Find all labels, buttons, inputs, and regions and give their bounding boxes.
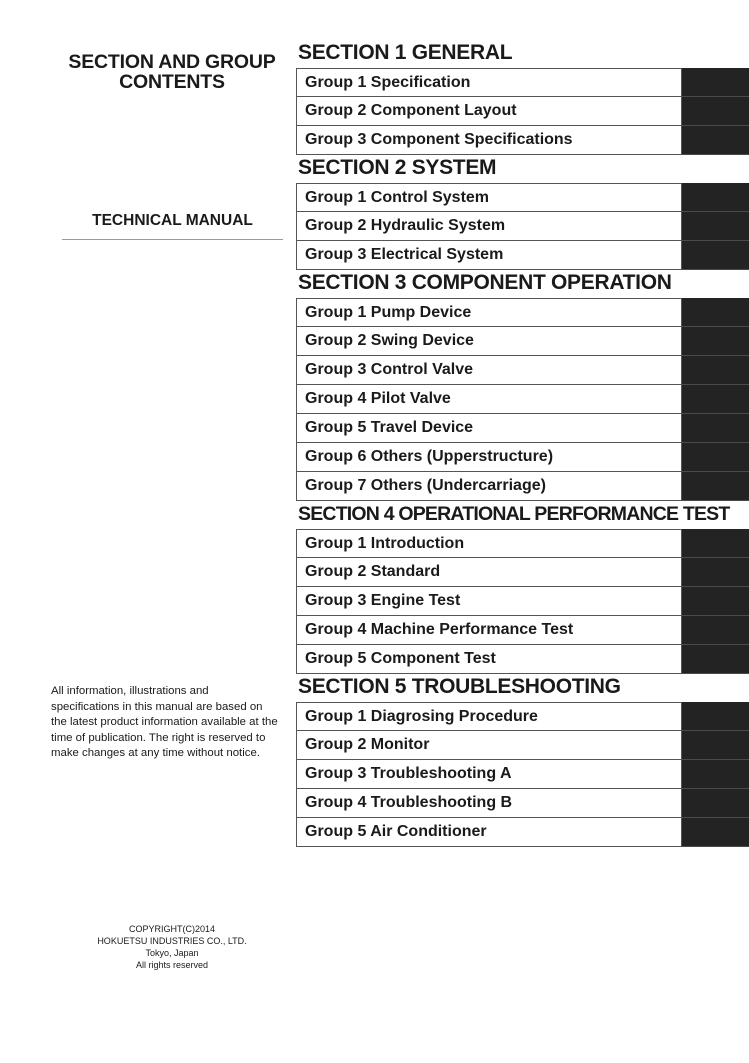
group-label: Group 1 Diagrosing Procedure [296, 702, 682, 731]
thumb-index-tab [682, 645, 749, 674]
section-block [296, 155, 749, 270]
thumb-index-tab [682, 731, 749, 760]
section-block [296, 40, 749, 155]
contents-title-line1: SECTION AND GROUP [68, 51, 276, 73]
group-label: Group 1 Pump Device [296, 298, 682, 327]
group-row [296, 298, 749, 327]
group-row [296, 212, 749, 241]
thumb-index-tab [682, 818, 749, 847]
thumb-index-tab [682, 327, 749, 356]
group-label: Group 3 Troubleshooting A [296, 760, 682, 789]
group-label: Group 4 Machine Performance Test [296, 616, 682, 645]
group-label: Group 4 Pilot Valve [296, 385, 682, 414]
group-label: Group 3 Electrical System [296, 241, 682, 270]
group-label: Group 2 Standard [296, 558, 682, 587]
section-block [296, 674, 749, 847]
group-row [296, 183, 749, 212]
copyright-block [72, 923, 272, 971]
section-group-contents [296, 40, 749, 847]
group-label: Group 5 Component Test [296, 645, 682, 674]
group-row [296, 760, 749, 789]
disclaimer-text: All information, illustrations and specifications in this manual are based on the latest product information available at the time of publication. The right is reserved to make changes at any time without notice. [51, 685, 278, 759]
thumb-index-tab [682, 385, 749, 414]
group-row [296, 529, 749, 558]
group-row [296, 645, 749, 674]
group-label: Group 4 Troubleshooting B [296, 789, 682, 818]
section-title: SECTION 4 OPERATIONAL PERFORMANCE TEST [298, 503, 730, 525]
thumb-index-tab [682, 241, 749, 270]
group-label: Group 3 Component Specifications [296, 126, 682, 155]
group-row [296, 385, 749, 414]
thumb-index-tab [682, 183, 749, 212]
group-row [296, 587, 749, 616]
group-row [296, 789, 749, 818]
section-title: SECTION 3 COMPONENT OPERATION [298, 271, 672, 294]
group-label: Group 1 Specification [296, 68, 682, 97]
group-row [296, 616, 749, 645]
group-row [296, 68, 749, 97]
group-label: Group 3 Control Valve [296, 356, 682, 385]
group-row [296, 702, 749, 731]
section-title: SECTION 5 TROUBLESHOOTING [298, 675, 621, 698]
thumb-index-tab [682, 356, 749, 385]
thumb-index-tab [682, 616, 749, 645]
contents-title [58, 52, 286, 92]
thumb-index-tab [682, 529, 749, 558]
section-block [296, 501, 749, 674]
group-row [296, 472, 749, 501]
group-label: Group 6 Others (Upperstructure) [296, 443, 682, 472]
group-row [296, 731, 749, 760]
group-label: Group 2 Hydraulic System [296, 212, 682, 241]
group-label: Group 1 Control System [296, 183, 682, 212]
thumb-index-tab [682, 702, 749, 731]
group-label: Group 2 Component Layout [296, 97, 682, 126]
thumb-index-tab [682, 126, 749, 155]
group-row [296, 327, 749, 356]
thumb-index-tab [682, 298, 749, 327]
thumb-index-tab [682, 68, 749, 97]
group-row [296, 356, 749, 385]
thumb-index-tab [682, 97, 749, 126]
section-block [296, 270, 749, 501]
section-title: SECTION 1 GENERAL [298, 41, 513, 64]
group-row [296, 126, 749, 155]
group-label: Group 2 Swing Device [296, 327, 682, 356]
group-label: Group 7 Others (Undercarriage) [296, 472, 682, 501]
group-label: Group 1 Introduction [296, 529, 682, 558]
copyright-line: COPYRIGHT(C)2014 [128, 924, 216, 934]
thumb-index-tab [682, 212, 749, 241]
contents-title-line2: CONTENTS [119, 71, 225, 93]
group-row [296, 97, 749, 126]
thumb-index-tab [682, 587, 749, 616]
group-label: Group 5 Air Conditioner [296, 818, 682, 847]
group-row [296, 241, 749, 270]
thumb-index-tab [682, 760, 749, 789]
group-label: Group 3 Engine Test [296, 587, 682, 616]
section-title: SECTION 2 SYSTEM [298, 156, 497, 179]
thumb-index-tab [682, 472, 749, 501]
group-row [296, 443, 749, 472]
thumb-index-tab [682, 789, 749, 818]
group-label: Group 2 Monitor [296, 731, 682, 760]
group-row [296, 818, 749, 847]
technical-manual-label: TECHNICAL MANUAL [62, 211, 283, 240]
company-location: Tokyo, Japan [145, 948, 199, 958]
group-label: Group 5 Travel Device [296, 414, 682, 443]
thumb-index-tab [682, 443, 749, 472]
thumb-index-tab [682, 414, 749, 443]
group-row [296, 414, 749, 443]
thumb-index-tab [682, 558, 749, 587]
company-name: HOKUETSU INDUSTRIES CO., LTD. [97, 936, 247, 946]
group-row [296, 558, 749, 587]
rights-reserved: All rights reserved [135, 960, 209, 970]
